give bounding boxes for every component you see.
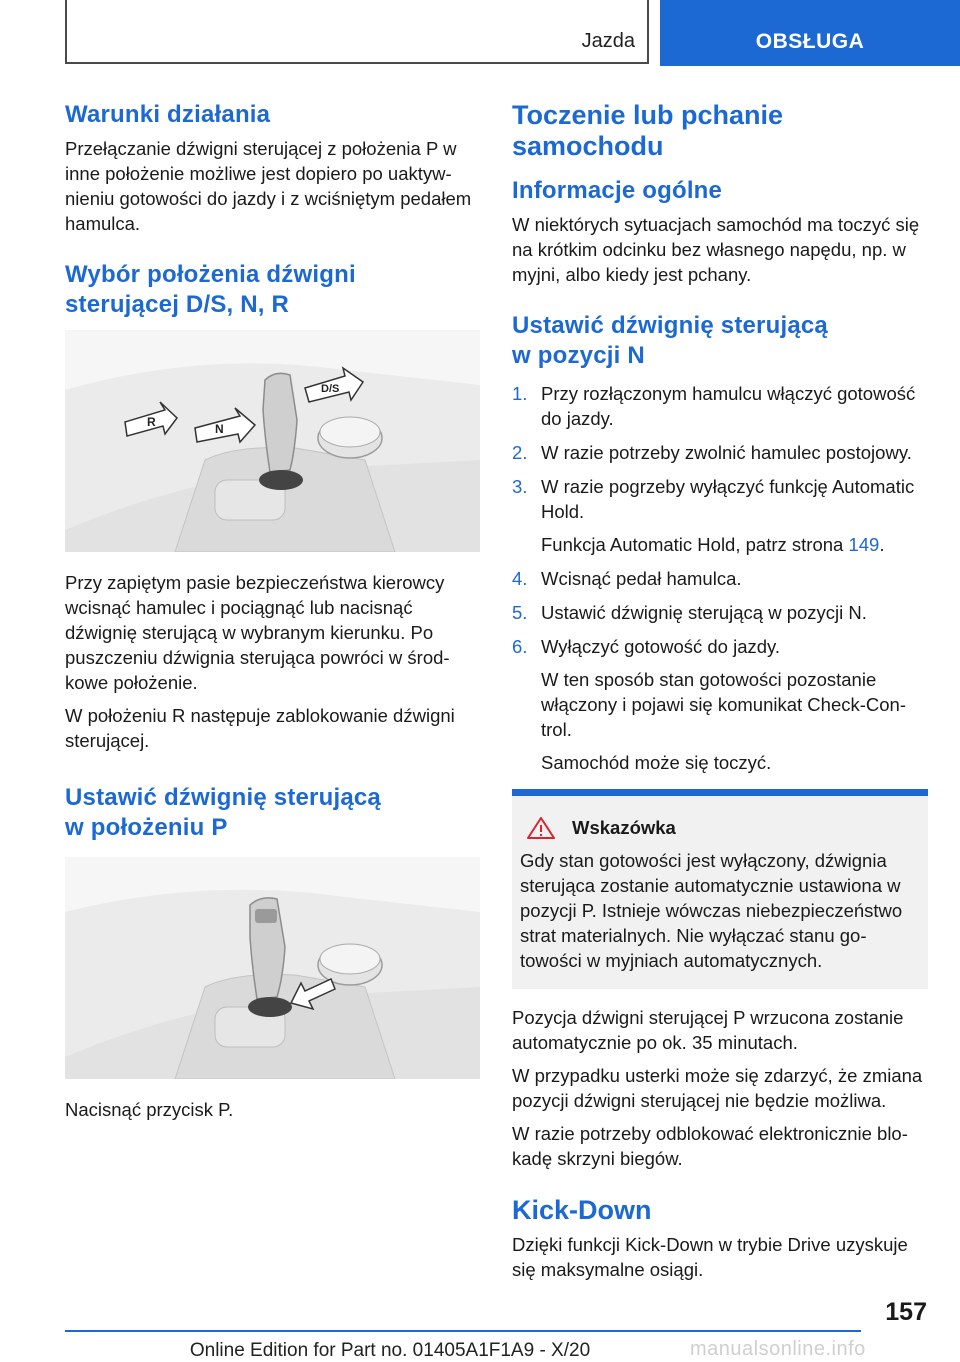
paragraph-after-3: W razie potrzeby odblokować elektronicznie blokadę skrzyni biegów.	[512, 1123, 908, 1169]
watermark: manualsonline.info	[690, 1338, 866, 1360]
arrow-label-ds: D/S	[321, 383, 340, 395]
park-button-photo	[65, 857, 480, 1079]
step-text: Przy rozłączonym hamulcu włączyć gotowość do jazdy.	[541, 383, 916, 429]
step-text: W razie pogrzeby wyłączyć funkcję Automatic Hold.	[541, 476, 915, 522]
paragraph-select-2: W położeniu R następuje zablokowanie dźwigni sterującej.	[65, 705, 455, 751]
step-text: Wyłączyć gotowość do jazdy.	[541, 636, 781, 657]
list-item	[512, 600, 928, 625]
paragraph-after-1: Pozycja dźwigni sterującej P wrzucona zostanie automatycznie po ok. 35 minutach.	[512, 1007, 904, 1053]
paragraph-conditions: Przełączanie dźwigni sterującej z położenia P w inne położenie możliwe jest dopiero po uaktywnieniu gotowości do jazdy i z wciśniętym pedałem hamulca.	[65, 138, 472, 234]
heading-rolling-1: Toczenie lub pchanie	[512, 100, 784, 130]
step-subtext: W ten sposób stan gotowości pozostanie włączony i pojawi się komunikat Check-Control.	[541, 669, 907, 740]
warning-box	[512, 789, 928, 989]
warning-title: Wskazówka	[572, 817, 676, 838]
heading-park-1: Ustawić dźwignię sterującą	[65, 784, 381, 811]
step-number: 4.	[512, 568, 528, 589]
step-text: Wcisnąć pedał hamulca.	[541, 568, 742, 589]
step-number: 3.	[512, 476, 528, 497]
heading-kick-down: Kick-Down	[512, 1195, 652, 1225]
step-subtext: Samochód może się toczyć.	[541, 752, 772, 773]
warning-triangle-icon	[526, 816, 556, 840]
step-subtext-pre: Funkcja Automatic Hold, patrz strona	[541, 534, 849, 555]
heading-park-2: w położeniu P	[65, 814, 228, 841]
paragraph-after-2: W przypadku usterki może się zdarzyć, że zmiana pozycji dźwigni sterującej nie będzie możliwa.	[512, 1065, 923, 1111]
heading-conditions: Warunki działania	[65, 101, 271, 128]
step-number: 5.	[512, 602, 528, 623]
step-number: 1.	[512, 383, 528, 404]
heading-neutral-2: w pozycji N	[512, 342, 645, 369]
footer-edition: Online Edition for Part no. 01405A1F1A9 - X/20	[189, 1340, 591, 1361]
list-item	[512, 634, 928, 775]
paragraph-park: Nacisnąć przycisk P.	[65, 1099, 234, 1120]
warning-header	[520, 816, 920, 840]
header-section-title: Jazda	[581, 30, 635, 52]
list-item	[512, 440, 928, 465]
step-number: 2.	[512, 442, 528, 463]
list-item	[512, 566, 928, 591]
step-subtext	[541, 532, 928, 557]
list-item	[512, 474, 928, 557]
step-subtext-post: .	[879, 534, 885, 555]
paragraph-kick-down: Dzięki funkcji Kick-Down w trybie Drive uzyskuje się maksymalne osiągi.	[512, 1234, 908, 1280]
arrow-label-r: R	[147, 415, 156, 429]
header-chapter-label: OBSŁUGA	[755, 30, 865, 53]
page-link-149[interactable]: 149	[848, 534, 880, 555]
right-column	[512, 100, 928, 1290]
header-section-box	[65, 0, 649, 64]
header-chapter-tab[interactable]	[660, 0, 960, 66]
heading-select-position: Wybór położenia dźwigni sterującej D/S, N, R	[65, 261, 356, 318]
paragraph-general: W niektórych sytuacjach samochód ma toczyć się na krótkim odcinku bez własnego napędu, np. w myjni, albo kiedy jest pchany.	[512, 214, 920, 285]
footer-divider	[65, 1330, 861, 1332]
arrow-label-n: N	[215, 422, 224, 436]
heading-general: Informacje ogólne	[512, 177, 723, 204]
selector-lever-photo	[65, 330, 480, 552]
warning-text: Gdy stan gotowości jest wyłączony, dźwignia sterująca zostanie automatycznie ustawiona w pozycji P. Istnieje wówczas niebezpieczeństwo strat materialnych. Nie wyłączać stanu gotowości w myjniach automatycznych.	[520, 850, 903, 971]
page-number: 157	[885, 1298, 927, 1326]
step-text: Ustawić dźwignię sterującą w pozycji N.	[541, 602, 867, 623]
list-item	[512, 381, 928, 431]
heading-rolling-2: samochodu	[512, 131, 664, 161]
step-number: 6.	[512, 636, 528, 657]
left-column	[65, 100, 480, 1130]
step-text: W razie potrzeby zwolnić hamulec postojowy.	[541, 442, 912, 463]
paragraph-select-1: Przy zapiętym pasie bezpieczeństwa kierowcy wcisnąć hamulec i pociągnąć lub nacisnąć dźwignię sterującą w wybranym kierunku. Po puszczeniu dźwignia sterująca powróci w środkowe położenie.	[65, 572, 450, 693]
heading-neutral-1: Ustawić dźwignię sterującą	[512, 312, 828, 339]
steps-list	[512, 381, 928, 775]
